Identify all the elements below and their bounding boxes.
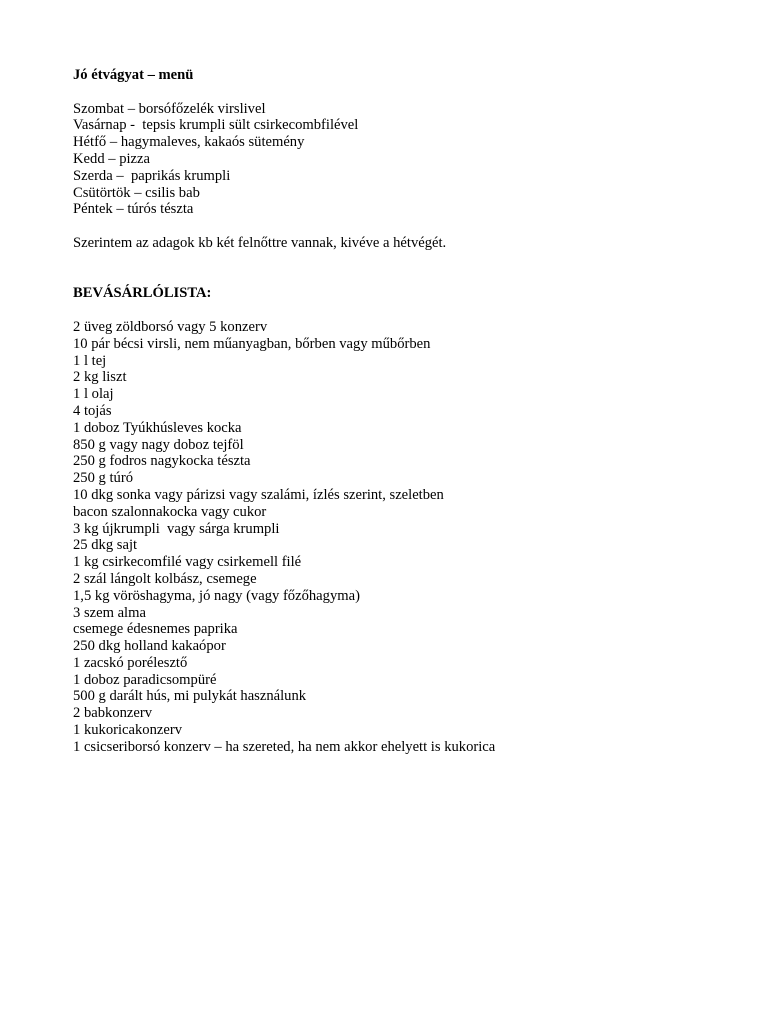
shopping-item: 1 l tej [73, 352, 107, 369]
shopping-item: 1 doboz paradicsompüré [73, 671, 217, 688]
shopping-item: 250 g fodros nagykocka tészta [73, 453, 251, 470]
menu-item-saturday: Szombat – borsófőzelék virslivel [73, 100, 266, 117]
shopping-item: 10 pár bécsi virsli, nem műanyagban, bőrben vagy műbőrben [73, 335, 431, 352]
spacer [73, 84, 753, 101]
shopping-item: 4 tojás [73, 402, 112, 419]
shopping-item: csemege édesnemes paprika [73, 621, 238, 638]
shopping-item: 2 üveg zöldborsó vagy 5 konzerv [73, 318, 268, 335]
shopping-item: 1 csicseriborsó konzerv – ha szereted, ha nem akkor ehelyett is kukorica [73, 738, 496, 755]
menu-item-friday: Péntek – túrós tészta [73, 201, 194, 218]
shopping-item: 3 szem alma [73, 604, 146, 621]
spacer [73, 218, 753, 235]
spacer [73, 252, 753, 286]
portion-note: Szerintem az adagok kb két felnőttre vannak, kivéve a hétvégét. [73, 234, 447, 251]
shopping-item: 250 g túró [73, 470, 133, 487]
shopping-item: 1 kg csirkecomfilé vagy csirkemell filé [73, 554, 302, 571]
shopping-item: 1 zacskó porélesztő [73, 654, 188, 671]
shopping-item: 250 dkg holland kakaópor [73, 638, 226, 655]
shopping-item: 1 doboz Tyúkhúsleves kocka [73, 419, 242, 436]
menu-item-wednesday: Szerda – paprikás krumpli [73, 167, 231, 184]
shopping-list [73, 319, 753, 756]
shopping-item: 2 szál lángolt kolbász, csemege [73, 570, 257, 587]
shopping-list-heading: BEVÁSÁRLÓLISTA: [73, 285, 212, 302]
shopping-item: 850 g vagy nagy doboz tejföl [73, 436, 244, 453]
shopping-item: 10 dkg sonka vagy párizsi vagy szalámi, ízlés szerint, szeletben [73, 486, 444, 503]
shopping-item: 500 g darált hús, mi pulykát használunk [73, 688, 307, 705]
spacer [73, 302, 753, 319]
shopping-item: 3 kg újkrumpli vagy sárga krumpli [73, 520, 280, 537]
document-page [73, 67, 753, 756]
shopping-item: 25 dkg sajt [73, 537, 138, 554]
shopping-item: 2 babkonzerv [73, 705, 153, 722]
document-title: Jó étvágyat – menü [73, 67, 194, 83]
shopping-item: 1 kukoricakonzerv [73, 722, 183, 739]
menu-item-thursday: Csütörtök – csilis bab [73, 184, 200, 201]
shopping-item: 1,5 kg vöröshagyma, jó nagy (vagy főzőhagyma) [73, 587, 360, 604]
menu-item-sunday: Vasárnap - tepsis krumpli sült csirkecombfilével [73, 117, 359, 134]
menu-item-monday: Hétfő – hagymaleves, kakaós sütemény [73, 134, 305, 151]
shopping-item: 2 kg liszt [73, 369, 127, 386]
weekly-menu-list [73, 101, 753, 219]
shopping-item: bacon szalonnakocka vagy cukor [73, 503, 267, 520]
shopping-item: 1 l olaj [73, 386, 114, 403]
menu-item-tuesday: Kedd – pizza [73, 150, 150, 167]
